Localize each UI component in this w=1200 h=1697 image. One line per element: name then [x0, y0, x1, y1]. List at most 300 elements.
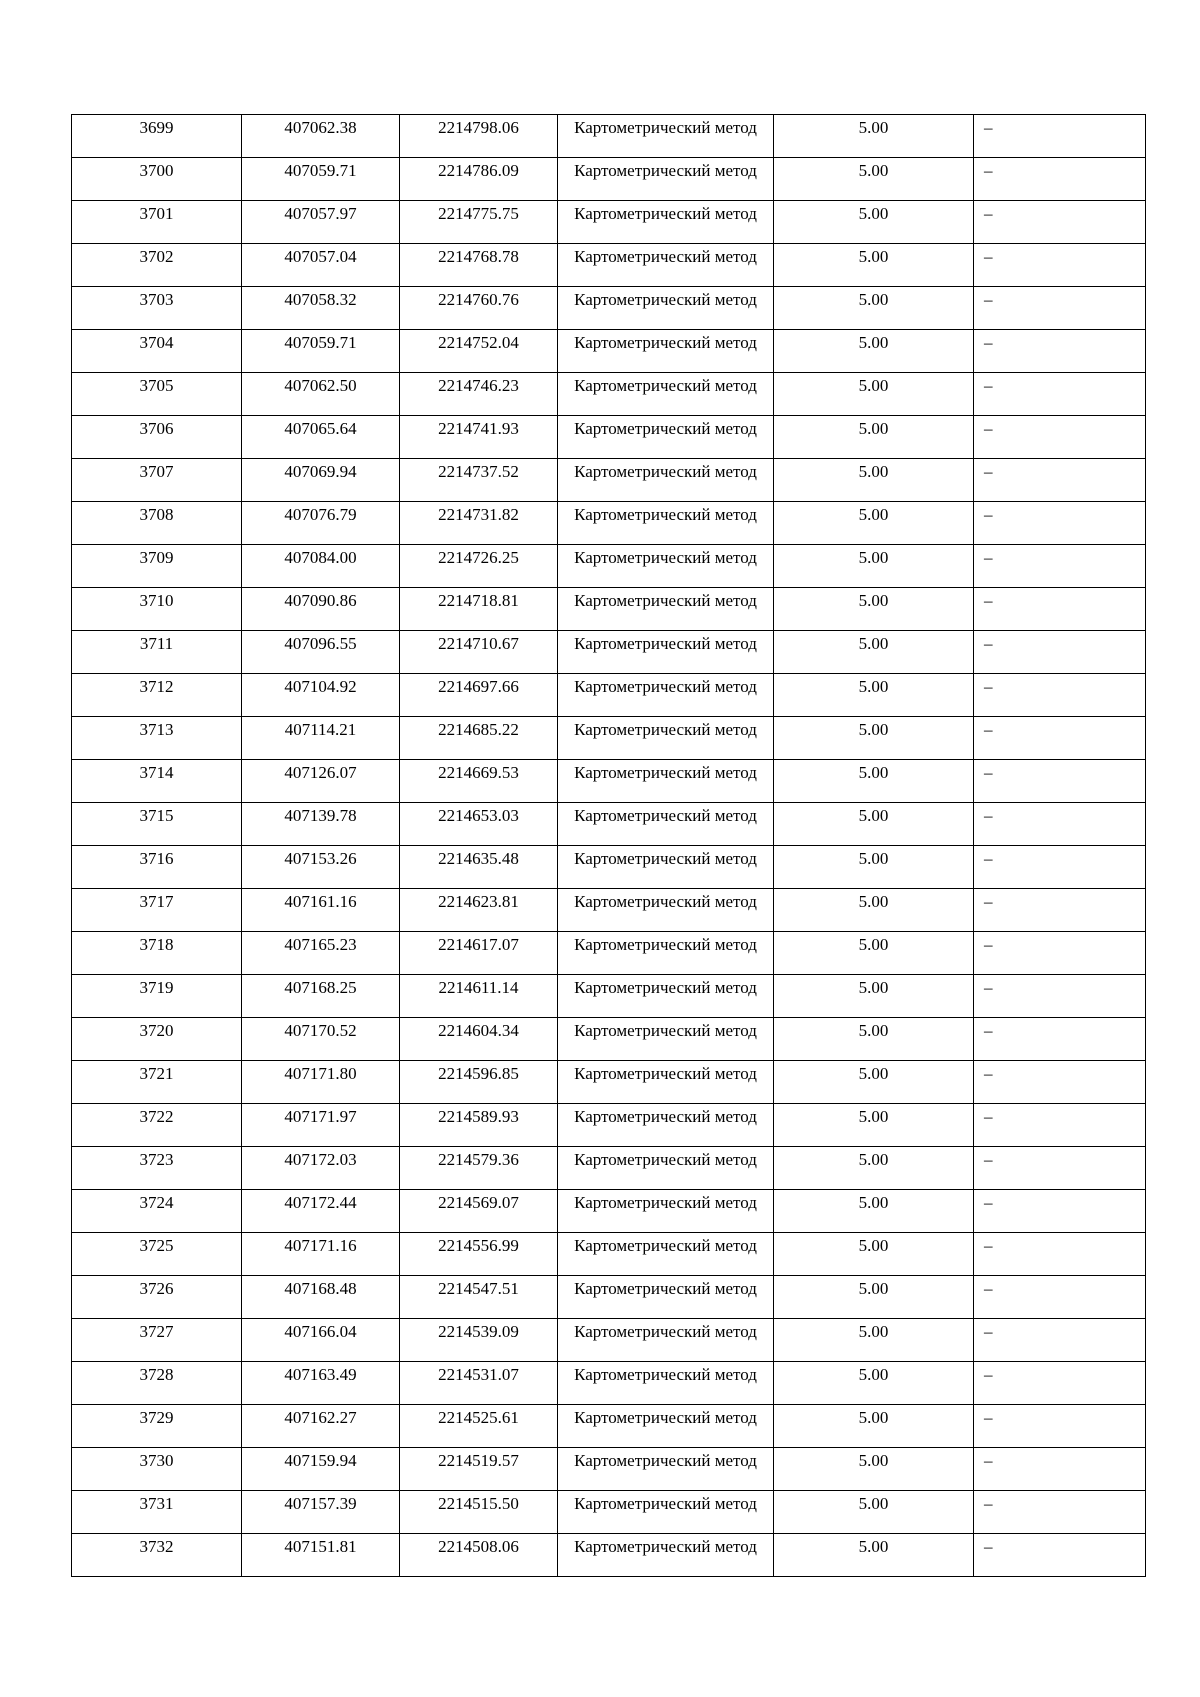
accuracy-cell-text: 5.00	[858, 1193, 889, 1212]
accuracy-cell	[774, 416, 974, 459]
y-coordinate-cell	[400, 115, 558, 158]
x-coordinate-cell-text: 407172.44	[284, 1193, 357, 1212]
accuracy-cell	[774, 1018, 974, 1061]
y-coordinate-cell-text: 2214589.93	[438, 1107, 519, 1126]
point-number-cell	[72, 1190, 242, 1233]
accuracy-cell-text: 5.00	[858, 806, 889, 825]
table-row	[72, 1018, 1146, 1061]
method-cell	[558, 1147, 774, 1190]
method-cell-text: Картометрический метод	[574, 935, 757, 954]
point-number-cell-text: 3728	[139, 1365, 174, 1384]
x-coordinate-cell	[242, 1491, 400, 1534]
description-cell-text: –	[984, 247, 993, 266]
x-coordinate-cell-text: 407096.55	[284, 634, 357, 653]
method-cell-text: Картометрический метод	[574, 247, 757, 266]
accuracy-cell-text: 5.00	[858, 161, 889, 180]
y-coordinate-cell	[400, 1061, 558, 1104]
accuracy-cell	[774, 717, 974, 760]
description-cell-text: –	[984, 1537, 993, 1556]
x-coordinate-cell	[242, 889, 400, 932]
description-cell-text: –	[984, 1021, 993, 1040]
x-coordinate-cell-text: 407170.52	[284, 1021, 357, 1040]
point-number-cell-text: 3726	[139, 1279, 174, 1298]
point-number-cell	[72, 416, 242, 459]
y-coordinate-cell	[400, 1276, 558, 1319]
method-cell	[558, 1233, 774, 1276]
y-coordinate-cell-text: 2214635.48	[438, 849, 519, 868]
method-cell	[558, 287, 774, 330]
x-coordinate-cell	[242, 1276, 400, 1319]
point-number-cell-text: 3718	[139, 935, 174, 954]
y-coordinate-cell-text: 2214669.53	[438, 763, 519, 782]
method-cell	[558, 158, 774, 201]
y-coordinate-cell-text: 2214760.76	[438, 290, 519, 309]
point-number-cell-text: 3714	[139, 763, 174, 782]
point-number-cell	[72, 1233, 242, 1276]
method-cell-text: Картометрический метод	[574, 376, 757, 395]
description-cell-text: –	[984, 978, 993, 997]
x-coordinate-cell-text: 407139.78	[284, 806, 357, 825]
y-coordinate-cell-text: 2214519.57	[438, 1451, 519, 1470]
point-number-cell	[72, 846, 242, 889]
x-coordinate-cell	[242, 1405, 400, 1448]
description-cell	[974, 588, 1146, 631]
x-coordinate-cell-text: 407166.04	[284, 1322, 357, 1341]
description-cell-text: –	[984, 935, 993, 954]
x-coordinate-cell-text: 407171.97	[284, 1107, 357, 1126]
point-number-cell	[72, 1061, 242, 1104]
description-cell-text: –	[984, 1279, 993, 1298]
point-number-cell-text: 3701	[139, 204, 174, 223]
y-coordinate-cell	[400, 201, 558, 244]
accuracy-cell-text: 5.00	[858, 1322, 889, 1341]
x-coordinate-cell	[242, 846, 400, 889]
description-cell-text: –	[984, 591, 993, 610]
y-coordinate-cell-text: 2214775.75	[438, 204, 519, 223]
x-coordinate-cell	[242, 760, 400, 803]
y-coordinate-cell-text: 2214623.81	[438, 892, 519, 911]
y-coordinate-cell-text: 2214768.78	[438, 247, 519, 266]
description-cell	[974, 373, 1146, 416]
y-coordinate-cell	[400, 975, 558, 1018]
accuracy-cell	[774, 201, 974, 244]
method-cell	[558, 201, 774, 244]
description-cell	[974, 1319, 1146, 1362]
y-coordinate-cell-text: 2214731.82	[438, 505, 519, 524]
y-coordinate-cell	[400, 330, 558, 373]
y-coordinate-cell	[400, 1147, 558, 1190]
table-row	[72, 158, 1146, 201]
table-row	[72, 932, 1146, 975]
accuracy-cell	[774, 1061, 974, 1104]
table-row	[72, 115, 1146, 158]
table-row	[72, 502, 1146, 545]
y-coordinate-cell-text: 2214515.50	[438, 1494, 519, 1513]
x-coordinate-cell-text: 407162.27	[284, 1408, 357, 1427]
x-coordinate-cell-text: 407090.86	[284, 591, 357, 610]
table-row	[72, 244, 1146, 287]
method-cell-text: Картометрический метод	[574, 204, 757, 223]
accuracy-cell	[774, 1534, 974, 1577]
x-coordinate-cell-text: 407171.80	[284, 1064, 357, 1083]
description-cell-text: –	[984, 1107, 993, 1126]
y-coordinate-cell	[400, 1491, 558, 1534]
accuracy-cell-text: 5.00	[858, 1451, 889, 1470]
accuracy-cell	[774, 330, 974, 373]
y-coordinate-cell-text: 2214579.36	[438, 1150, 519, 1169]
y-coordinate-cell	[400, 1362, 558, 1405]
accuracy-cell	[774, 1190, 974, 1233]
accuracy-cell-text: 5.00	[858, 1107, 889, 1126]
description-cell-text: –	[984, 1494, 993, 1513]
description-cell-text: –	[984, 1193, 993, 1212]
point-number-cell-text: 3717	[139, 892, 174, 911]
x-coordinate-cell	[242, 1362, 400, 1405]
method-cell-text: Картометрический метод	[574, 763, 757, 782]
accuracy-cell	[774, 760, 974, 803]
y-coordinate-cell	[400, 588, 558, 631]
description-cell	[974, 244, 1146, 287]
description-cell	[974, 1233, 1146, 1276]
table-row	[72, 545, 1146, 588]
description-cell-text: –	[984, 333, 993, 352]
x-coordinate-cell	[242, 545, 400, 588]
y-coordinate-cell-text: 2214685.22	[438, 720, 519, 739]
accuracy-cell	[774, 1104, 974, 1147]
method-cell	[558, 416, 774, 459]
x-coordinate-cell	[242, 1147, 400, 1190]
y-coordinate-cell-text: 2214746.23	[438, 376, 519, 395]
point-number-cell	[72, 588, 242, 631]
x-coordinate-cell-text: 407157.39	[284, 1494, 357, 1513]
table-row	[72, 1405, 1146, 1448]
x-coordinate-cell-text: 407059.71	[284, 333, 357, 352]
y-coordinate-cell	[400, 846, 558, 889]
description-cell	[974, 1491, 1146, 1534]
method-cell	[558, 1491, 774, 1534]
accuracy-cell	[774, 287, 974, 330]
accuracy-cell	[774, 803, 974, 846]
accuracy-cell	[774, 674, 974, 717]
x-coordinate-cell	[242, 932, 400, 975]
method-cell	[558, 889, 774, 932]
accuracy-cell	[774, 631, 974, 674]
description-cell-text: –	[984, 118, 993, 137]
point-number-cell	[72, 201, 242, 244]
y-coordinate-cell	[400, 1534, 558, 1577]
point-number-cell	[72, 115, 242, 158]
table-row	[72, 373, 1146, 416]
method-cell-text: Картометрический метод	[574, 720, 757, 739]
accuracy-cell	[774, 1319, 974, 1362]
table-row	[72, 459, 1146, 502]
point-number-cell	[72, 717, 242, 760]
point-number-cell	[72, 158, 242, 201]
x-coordinate-cell	[242, 158, 400, 201]
x-coordinate-cell	[242, 1104, 400, 1147]
y-coordinate-cell	[400, 1319, 558, 1362]
accuracy-cell	[774, 373, 974, 416]
x-coordinate-cell-text: 407163.49	[284, 1365, 357, 1384]
point-number-cell-text: 3709	[139, 548, 174, 567]
x-coordinate-cell-text: 407126.07	[284, 763, 357, 782]
method-cell-text: Картометрический метод	[574, 505, 757, 524]
method-cell	[558, 803, 774, 846]
y-coordinate-cell	[400, 158, 558, 201]
description-cell-text: –	[984, 419, 993, 438]
point-number-cell-text: 3706	[139, 419, 174, 438]
x-coordinate-cell-text: 407104.92	[284, 677, 357, 696]
x-coordinate-cell	[242, 975, 400, 1018]
point-number-cell	[72, 1534, 242, 1577]
y-coordinate-cell-text: 2214710.67	[438, 634, 519, 653]
point-number-cell-text: 3703	[139, 290, 174, 309]
y-coordinate-cell	[400, 459, 558, 502]
accuracy-cell-text: 5.00	[858, 1537, 889, 1556]
point-number-cell-text: 3699	[139, 118, 174, 137]
description-cell	[974, 932, 1146, 975]
accuracy-cell-text: 5.00	[858, 1150, 889, 1169]
description-cell-text: –	[984, 720, 993, 739]
description-cell-text: –	[984, 849, 993, 868]
description-cell-text: –	[984, 462, 993, 481]
accuracy-cell-text: 5.00	[858, 548, 889, 567]
y-coordinate-cell	[400, 1405, 558, 1448]
table-row	[72, 416, 1146, 459]
description-cell	[974, 1405, 1146, 1448]
method-cell-text: Картометрический метод	[574, 849, 757, 868]
point-number-cell-text: 3716	[139, 849, 174, 868]
x-coordinate-cell-text: 407151.81	[284, 1537, 357, 1556]
description-cell	[974, 287, 1146, 330]
accuracy-cell-text: 5.00	[858, 1408, 889, 1427]
table-row	[72, 889, 1146, 932]
accuracy-cell	[774, 502, 974, 545]
x-coordinate-cell-text: 407057.97	[284, 204, 357, 223]
method-cell-text: Картометрический метод	[574, 1021, 757, 1040]
x-coordinate-cell	[242, 1018, 400, 1061]
accuracy-cell	[774, 889, 974, 932]
point-number-cell	[72, 1491, 242, 1534]
accuracy-cell-text: 5.00	[858, 1365, 889, 1384]
x-coordinate-cell	[242, 330, 400, 373]
method-cell-text: Картометрический метод	[574, 333, 757, 352]
y-coordinate-cell-text: 2214653.03	[438, 806, 519, 825]
description-cell-text: –	[984, 505, 993, 524]
table-row	[72, 1491, 1146, 1534]
description-cell	[974, 201, 1146, 244]
accuracy-cell-text: 5.00	[858, 720, 889, 739]
description-cell-text: –	[984, 290, 993, 309]
y-coordinate-cell-text: 2214737.52	[438, 462, 519, 481]
point-number-cell-text: 3705	[139, 376, 174, 395]
method-cell	[558, 631, 774, 674]
accuracy-cell	[774, 158, 974, 201]
description-cell	[974, 158, 1146, 201]
accuracy-cell-text: 5.00	[858, 935, 889, 954]
x-coordinate-cell-text: 407165.23	[284, 935, 357, 954]
point-number-cell	[72, 373, 242, 416]
x-coordinate-cell-text: 407168.48	[284, 1279, 357, 1298]
method-cell-text: Картометрический метод	[574, 1236, 757, 1255]
point-number-cell-text: 3711	[139, 634, 174, 653]
x-coordinate-cell	[242, 287, 400, 330]
accuracy-cell	[774, 545, 974, 588]
accuracy-cell	[774, 1276, 974, 1319]
x-coordinate-cell	[242, 803, 400, 846]
x-coordinate-cell	[242, 459, 400, 502]
y-coordinate-cell	[400, 889, 558, 932]
method-cell	[558, 717, 774, 760]
point-number-cell	[72, 1319, 242, 1362]
description-cell	[974, 889, 1146, 932]
point-number-cell	[72, 1448, 242, 1491]
table-row	[72, 1319, 1146, 1362]
coordinates-table	[71, 114, 1146, 1577]
x-coordinate-cell-text: 407057.04	[284, 247, 357, 266]
accuracy-cell-text: 5.00	[858, 591, 889, 610]
accuracy-cell-text: 5.00	[858, 204, 889, 223]
accuracy-cell	[774, 1405, 974, 1448]
y-coordinate-cell-text: 2214596.85	[438, 1064, 519, 1083]
y-coordinate-cell-text: 2214697.66	[438, 677, 519, 696]
method-cell-text: Картометрический метод	[574, 1322, 757, 1341]
y-coordinate-cell	[400, 1018, 558, 1061]
method-cell-text: Картометрический метод	[574, 419, 757, 438]
x-coordinate-cell	[242, 1061, 400, 1104]
x-coordinate-cell-text: 407084.00	[284, 548, 357, 567]
point-number-cell-text: 3712	[139, 677, 174, 696]
point-number-cell	[72, 1405, 242, 1448]
point-number-cell	[72, 1104, 242, 1147]
accuracy-cell-text: 5.00	[858, 118, 889, 137]
point-number-cell	[72, 803, 242, 846]
accuracy-cell	[774, 1147, 974, 1190]
accuracy-cell-text: 5.00	[858, 1236, 889, 1255]
x-coordinate-cell-text: 407114.21	[284, 720, 357, 739]
point-number-cell	[72, 889, 242, 932]
accuracy-cell-text: 5.00	[858, 462, 889, 481]
description-cell	[974, 1534, 1146, 1577]
y-coordinate-cell	[400, 1104, 558, 1147]
accuracy-cell-text: 5.00	[858, 1279, 889, 1298]
accuracy-cell	[774, 115, 974, 158]
y-coordinate-cell-text: 2214525.61	[438, 1408, 519, 1427]
description-cell-text: –	[984, 376, 993, 395]
point-number-cell	[72, 932, 242, 975]
point-number-cell-text: 3725	[139, 1236, 174, 1255]
point-number-cell-text: 3729	[139, 1408, 174, 1427]
description-cell	[974, 760, 1146, 803]
x-coordinate-cell-text: 407076.79	[284, 505, 357, 524]
point-number-cell	[72, 545, 242, 588]
point-number-cell	[72, 631, 242, 674]
description-cell	[974, 1061, 1146, 1104]
x-coordinate-cell	[242, 416, 400, 459]
description-cell	[974, 803, 1146, 846]
table-row	[72, 588, 1146, 631]
accuracy-cell-text: 5.00	[858, 290, 889, 309]
description-cell	[974, 502, 1146, 545]
point-number-cell-text: 3722	[139, 1107, 174, 1126]
description-cell	[974, 1147, 1146, 1190]
table-row	[72, 803, 1146, 846]
x-coordinate-cell	[242, 244, 400, 287]
description-cell	[974, 631, 1146, 674]
y-coordinate-cell-text: 2214531.07	[438, 1365, 519, 1384]
accuracy-cell	[774, 244, 974, 287]
table-row	[72, 201, 1146, 244]
method-cell-text: Картометрический метод	[574, 1107, 757, 1126]
description-cell-text: –	[984, 806, 993, 825]
table-row	[72, 846, 1146, 889]
method-cell	[558, 115, 774, 158]
method-cell-text: Картометрический метод	[574, 1451, 757, 1470]
method-cell	[558, 1018, 774, 1061]
method-cell-text: Картометрический метод	[574, 1279, 757, 1298]
x-coordinate-cell-text: 407062.50	[284, 376, 357, 395]
y-coordinate-cell-text: 2214508.06	[438, 1537, 519, 1556]
point-number-cell-text: 3732	[139, 1537, 174, 1556]
point-number-cell	[72, 502, 242, 545]
accuracy-cell-text: 5.00	[858, 763, 889, 782]
method-cell	[558, 1405, 774, 1448]
method-cell	[558, 932, 774, 975]
accuracy-cell	[774, 1491, 974, 1534]
y-coordinate-cell	[400, 1190, 558, 1233]
accuracy-cell-text: 5.00	[858, 505, 889, 524]
method-cell	[558, 502, 774, 545]
method-cell	[558, 1448, 774, 1491]
accuracy-cell-text: 5.00	[858, 677, 889, 696]
table-row	[72, 1362, 1146, 1405]
table-row	[72, 1534, 1146, 1577]
point-number-cell-text: 3708	[139, 505, 174, 524]
method-cell	[558, 1276, 774, 1319]
point-number-cell-text: 3720	[139, 1021, 174, 1040]
x-coordinate-cell	[242, 1190, 400, 1233]
y-coordinate-cell-text: 2214786.09	[438, 161, 519, 180]
point-number-cell-text: 3707	[139, 462, 174, 481]
description-cell	[974, 1190, 1146, 1233]
description-cell-text: –	[984, 1064, 993, 1083]
table-row	[72, 1276, 1146, 1319]
x-coordinate-cell	[242, 674, 400, 717]
table-row	[72, 1147, 1146, 1190]
x-coordinate-cell-text: 407153.26	[284, 849, 357, 868]
table-row	[72, 717, 1146, 760]
x-coordinate-cell	[242, 1534, 400, 1577]
method-cell	[558, 244, 774, 287]
description-cell-text: –	[984, 1150, 993, 1169]
y-coordinate-cell-text: 2214798.06	[438, 118, 519, 137]
description-cell-text: –	[984, 677, 993, 696]
table-row	[72, 1233, 1146, 1276]
description-cell-text: –	[984, 1236, 993, 1255]
method-cell-text: Картометрический метод	[574, 462, 757, 481]
y-coordinate-cell	[400, 545, 558, 588]
method-cell	[558, 846, 774, 889]
method-cell-text: Картометрический метод	[574, 1408, 757, 1427]
description-cell-text: –	[984, 763, 993, 782]
method-cell-text: Картометрический метод	[574, 548, 757, 567]
method-cell	[558, 1190, 774, 1233]
point-number-cell	[72, 760, 242, 803]
description-cell	[974, 1362, 1146, 1405]
method-cell	[558, 760, 774, 803]
x-coordinate-cell	[242, 1319, 400, 1362]
y-coordinate-cell-text: 2214547.51	[438, 1279, 519, 1298]
